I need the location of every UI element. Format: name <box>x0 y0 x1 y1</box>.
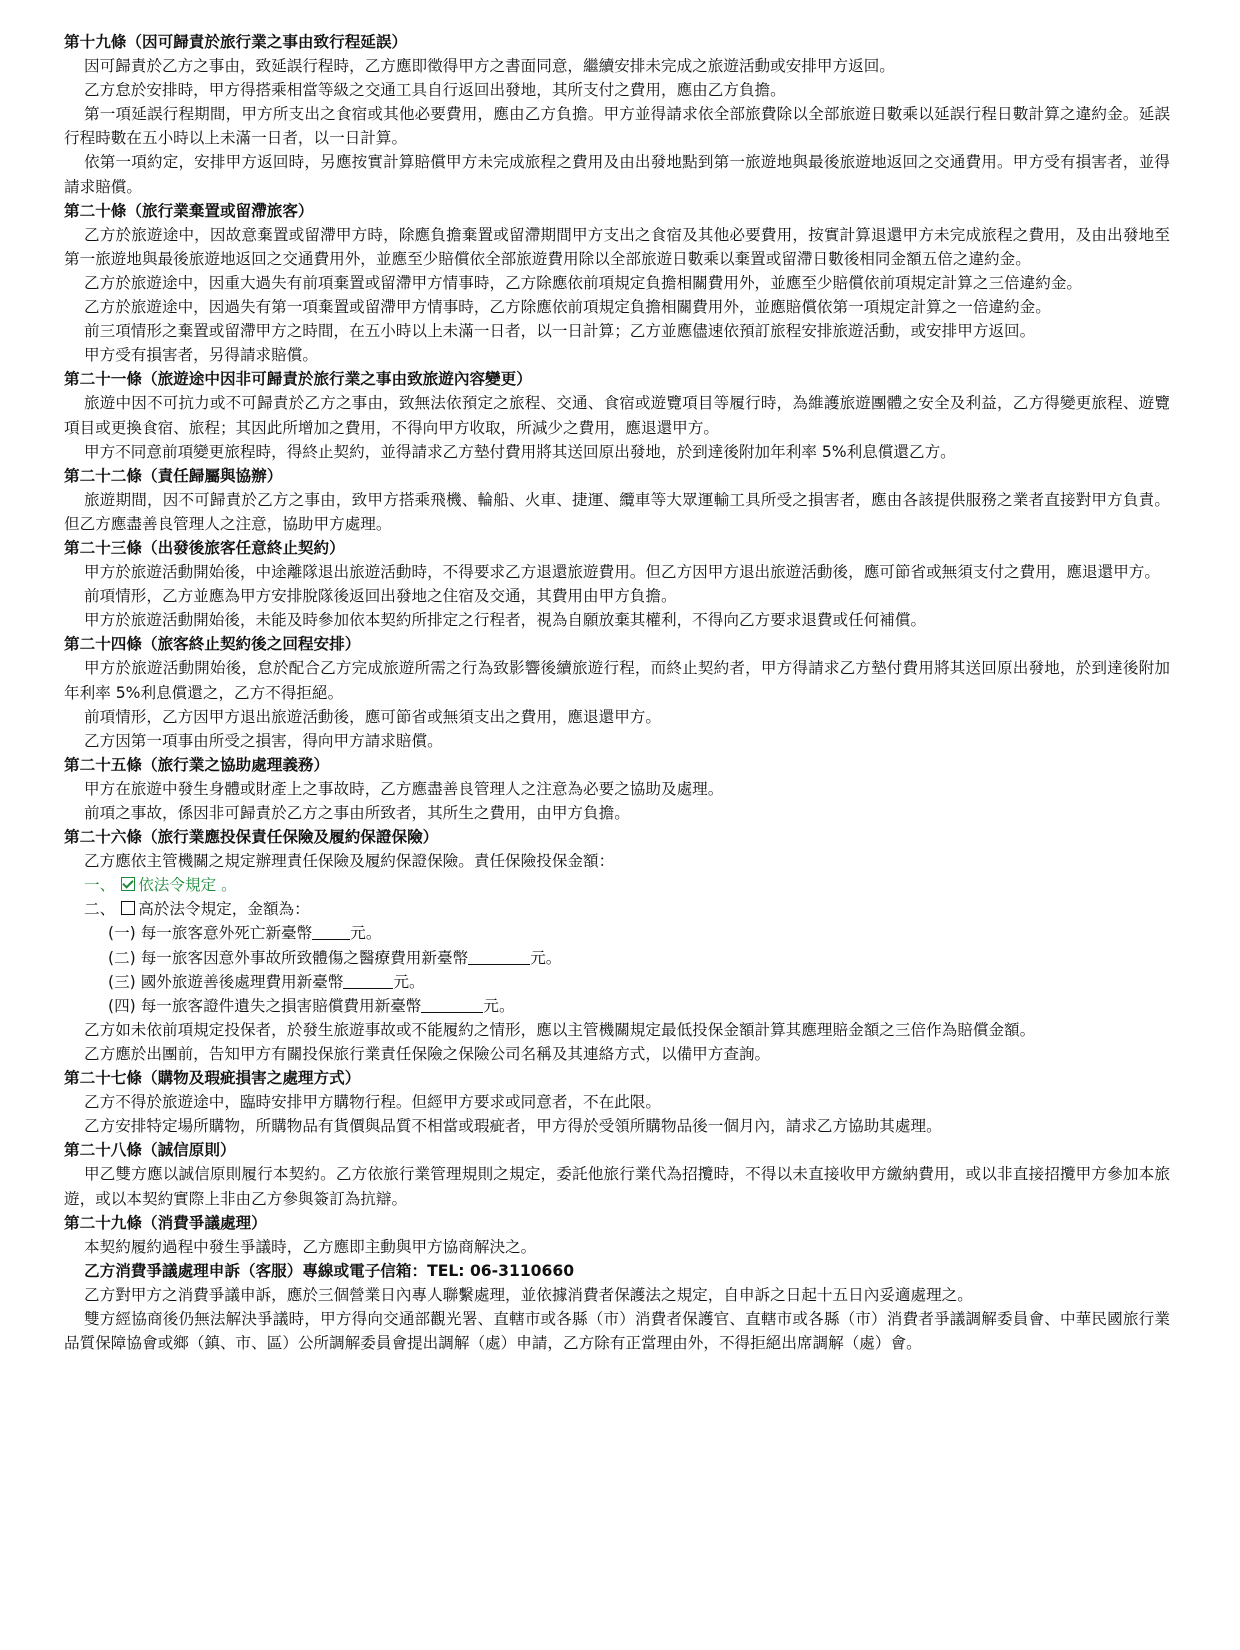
article-24-paragraph: 乙方因第一項事由所受之損害，得向甲方請求賠償。 <box>84 731 443 750</box>
article-22-paragraph: 旅遊期間，因不可歸責於乙方之事由，致甲方搭乘飛機、輪船、火車、捷運、纜車等大眾運輸工具所受之損害者，應由各該提供服務之業者直接對甲方負責。但乙方應盡善良管理人之注意，協助甲方處理。 <box>64 490 1170 533</box>
article-20-paragraph: 乙方於旅遊途中，因過失有第一項棄置或留滯甲方情事時，乙方除應依前項規定負擔相關費用外，並應賠償依第一項規定計算之一倍違約金。 <box>84 298 1051 317</box>
article-26-paragraph: 乙方應依主管機關之規定辦理責任保險及履約保證保險。責任保險投保金額： <box>84 852 615 871</box>
item-label: (三) 國外旅遊善後處理費用新臺幣 <box>108 972 344 991</box>
article-24-paragraph: 甲方於旅遊活動開始後，怠於配合乙方完成旅遊所需之行為致影響後續旅遊行程，而終止契約者，甲方得請求乙方墊付費用將其送回原出發地，於到達後附加年利率 5%利息償還之，乙方不得拒絕。 <box>64 659 1170 702</box>
insurance-amount-item <box>64 921 1170 945</box>
article-21-title: 第二十一條（旅遊途中因非可歸責於旅行業之事由致旅遊內容變更） <box>64 370 532 389</box>
unit-label: 元。 <box>530 948 562 967</box>
amount-blank[interactable] <box>468 949 530 965</box>
article-26-paragraph: 乙方如未依前項規定投保者，於發生旅遊事故或不能履約之情形，應以主管機關規定最低投保金額計算其應理賠金額之三倍作為賠償金額。 <box>84 1020 1036 1039</box>
insurance-amount-item <box>64 994 1170 1018</box>
complaint-hotline: 乙方消費爭議處理申訴（客服）專線或電子信箱：TEL: 06-3110660 <box>84 1261 575 1280</box>
article-24-title: 第二十四條（旅客終止契約後之回程安排） <box>64 635 361 654</box>
article-19-paragraph: 依第一項約定，安排甲方返回時，另應按實計算賠償甲方未完成旅程之費用及由出發地點到第一旅遊地與最後旅遊地返回之交通費用。甲方受有損害者，並得請求賠償。 <box>64 153 1170 196</box>
article-29-paragraph: 雙方經協商後仍無法解決爭議時，甲方得向交通部觀光署、直轄市或各縣（市）消費者保護官、直轄市或各縣（市）消費者爭議調解委員會、中華民國旅行業品質保障協會或鄉（鎮、市、區）公所調解委員會提出調解（處）申請，乙方除有正當理由外，不得拒絕出席調解（處）會。 <box>64 1309 1170 1353</box>
article-29-title: 第二十九條（消費爭議處理） <box>64 1213 267 1232</box>
unchecked-checkbox-icon[interactable] <box>121 901 135 915</box>
article-22-title: 第二十二條（責任歸屬與協辦） <box>64 466 283 485</box>
unit-label: 元。 <box>483 996 515 1015</box>
unit-label: 元。 <box>350 924 382 943</box>
insurance-option-higher <box>64 897 1170 921</box>
option-number: 一、 <box>84 876 116 895</box>
article-19-paragraph: 乙方怠於安排時，甲方得搭乘相當等級之交通工具自行返回出發地，其所支付之費用，應由乙方負擔。 <box>84 81 786 100</box>
article-28-paragraph: 甲乙雙方應以誠信原則履行本契約。乙方依旅行業管理規則之規定，委託他旅行業代為招攬時，不得以未直接收甲方繳納費用，或以非直接招攬甲方參加本旅遊，或以本契約實際上非由乙方參與簽訂為抗辯。 <box>64 1165 1170 1208</box>
amount-blank[interactable] <box>312 924 350 940</box>
article-24-paragraph: 前項情形，乙方因甲方退出旅遊活動後，應可節省或無須支出之費用，應退還甲方。 <box>84 707 661 726</box>
contract-document <box>64 30 1170 1355</box>
article-23-paragraph: 甲方於旅遊活動開始後，未能及時參加依本契約所排定之行程者，視為自願放棄其權利，不得向乙方要求退費或任何補償。 <box>84 611 927 630</box>
amount-blank[interactable] <box>421 997 483 1013</box>
article-27-paragraph: 乙方不得於旅遊途中，臨時安排甲方購物行程。但經甲方要求或同意者，不在此限。 <box>84 1093 661 1112</box>
article-21-paragraph: 甲方不同意前項變更旅程時，得終止契約，並得請求乙方墊付費用將其送回原出發地，於到達後附加年利率 5%利息償還乙方。 <box>84 442 956 461</box>
article-25-title: 第二十五條（旅行業之協助處理義務） <box>64 755 330 774</box>
article-27-title: 第二十七條（購物及瑕疵損害之處理方式） <box>64 1069 361 1088</box>
article-19-title: 第十九條（因可歸責於旅行業之事由致行程延誤） <box>64 33 408 51</box>
checked-checkbox-icon[interactable] <box>121 877 135 891</box>
article-25-paragraph: 甲方在旅遊中發生身體或財產上之事故時，乙方應盡善良管理人之注意為必要之協助及處理。 <box>84 779 724 798</box>
article-20-title: 第二十條（旅行業棄置或留滯旅客） <box>64 201 314 220</box>
option-label: 依法令規定 。 <box>138 876 237 895</box>
option-label: 高於法令規定，金額為： <box>138 900 310 919</box>
article-26-paragraph: 乙方應於出團前，告知甲方有關投保旅行業責任保險之保險公司名稱及其連絡方式，以備甲方查詢。 <box>84 1044 771 1063</box>
article-20-paragraph: 甲方受有損害者，另得請求賠償。 <box>84 346 318 365</box>
article-20-paragraph: 乙方於旅遊途中，因故意棄置或留滯甲方時，除應負擔棄置或留滯期間甲方支出之食宿及其他必要費用，按實計算退還甲方未完成旅程之費用，及由出發地至第一旅遊地與最後旅遊地返回之交通費用外，並應至少賠償依全部旅遊費用除以全部旅遊日數乘以棄置或留滯日數後相同金額五倍之違約金。 <box>64 225 1170 268</box>
article-19-paragraph: 因可歸責於乙方之事由，致延誤行程時，乙方應即徵得甲方之書面同意，繼續安排未完成之旅遊活動或安排甲方返回。 <box>84 57 895 76</box>
insurance-amount-item <box>64 970 1170 994</box>
article-25-paragraph: 前項之事故，係因非可歸責於乙方之事由所致者，其所生之費用，由甲方負擔。 <box>84 804 630 822</box>
article-23-paragraph: 甲方於旅遊活動開始後，中途離隊退出旅遊活動時，不得要求乙方退還旅遊費用。但乙方因甲方退出旅遊活動後，應可節省或無須支付之費用，應退還甲方。 <box>84 563 1160 582</box>
article-29-paragraph: 本契約履約過程中發生爭議時，乙方應即主動與甲方協商解決之。 <box>84 1237 537 1256</box>
option-number: 二、 <box>84 900 116 919</box>
article-29-paragraph: 乙方對甲方之消費爭議申訴，應於三個營業日內專人聯繫處理，並依據消費者保護法之規定，自申訴之日起十五日內妥適處理之。 <box>84 1285 973 1304</box>
unit-label: 元。 <box>393 972 425 991</box>
article-21-paragraph: 旅遊中因不可抗力或不可歸責於乙方之事由，致無法依預定之旅程、交通、食宿或遊覽項目等履行時，為維護旅遊團體之安全及利益，乙方得變更旅程、遊覽項目或更換食宿、旅程；其因此所增加之費用，不得向甲方收取，所減少之費用，應退還甲方。 <box>64 394 1170 437</box>
item-label: (一) 每一旅客意外死亡新臺幣 <box>108 924 313 943</box>
article-23-title: 第二十三條（出發後旅客任意終止契約） <box>64 538 345 557</box>
article-28-title: 第二十八條（誠信原則） <box>64 1141 236 1160</box>
article-20-paragraph: 乙方於旅遊途中，因重大過失有前項棄置或留滯甲方情事時，乙方除應依前項規定負擔相關費用外，並應至少賠償依前項規定計算之三倍違約金。 <box>84 273 1083 292</box>
article-27-paragraph: 乙方安排特定場所購物，所購物品有貨價與品質不相當或瑕疵者，甲方得於受領所購物品後一個月內，請求乙方協助其處理。 <box>84 1117 942 1136</box>
amount-blank[interactable] <box>343 973 393 989</box>
article-26-title: 第二十六條（旅行業應投保責任保險及履約保證保險） <box>64 828 439 847</box>
article-20-paragraph: 前三項情形之棄置或留滯甲方之時間，在五小時以上未滿一日者，以一日計算；乙方並應儘速依預訂旅程安排旅遊活動，或安排甲方返回。 <box>84 322 1036 341</box>
article-23-paragraph: 前項情形，乙方並應為甲方安排脫隊後返回出發地之住宿及交通，其費用由甲方負擔。 <box>84 587 677 606</box>
insurance-option-legal <box>64 873 1170 897</box>
insurance-amount-item <box>64 946 1170 970</box>
item-label: (四) 每一旅客證件遺失之損害賠償費用新臺幣 <box>108 996 422 1015</box>
item-label: (二) 每一旅客因意外事故所致體傷之醫療費用新臺幣 <box>108 948 469 967</box>
article-19-paragraph: 第一項延誤行程期間，甲方所支出之食宿或其他必要費用，應由乙方負擔。甲方並得請求依全部旅費除以全部旅遊日數乘以延誤行程日數計算之違約金。延誤行程時數在五小時以上未滿一日者，以一日計算。 <box>64 105 1170 148</box>
